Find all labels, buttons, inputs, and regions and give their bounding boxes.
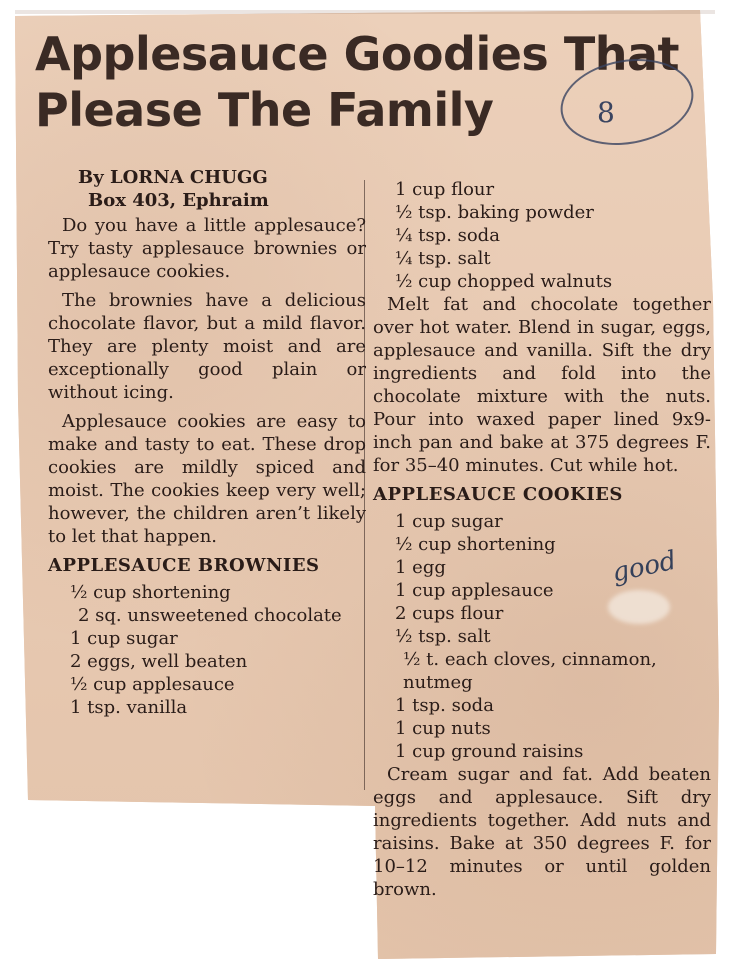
cookies-heading: APPLESAUCE COOKIES: [373, 484, 623, 505]
title-line-1: Applesauce Goodies That: [35, 27, 679, 81]
cookie-ingredient: 1 cup ground raisins: [395, 741, 584, 762]
intro-paragraph-2: The brownies have a delicious chocolate flavor, but a mild flavor. They are plenty moist and are exceptionally good plain or without icing.: [48, 290, 366, 403]
intro-paragraph-1: Do you have a little applesauce? Try tasty applesauce brownies or applesauce cookies.: [48, 215, 366, 282]
brownie-ingredient: ½ tsp. baking powder: [395, 202, 594, 223]
cookie-ingredient: 2 cups flour: [395, 603, 504, 624]
handwritten-note: good: [609, 545, 680, 589]
brownie-ingredient: ½ cup applesauce: [70, 674, 235, 695]
brownies-heading: APPLESAUCE BROWNIES: [48, 555, 320, 576]
brownie-ingredient: 1 cup flour: [395, 179, 495, 200]
brownies-directions: Melt fat and chocolate together over hot water. Blend in sugar, eggs, applesauce and vanilla. Sift the dry ingredients and fold into the chocolate mixture with the nuts. Pour into waxed paper lined 9x9-inch pan and bake at 375 degrees F. for 35–40 minutes. Cut while hot.: [373, 294, 711, 476]
cookie-ingredient: ½ tsp. salt: [395, 626, 491, 647]
cookie-ingredient: 1 tsp. soda: [395, 695, 494, 716]
cookie-ingredient: 1 cup nuts: [395, 718, 491, 739]
paper-fold: [15, 10, 715, 14]
brownie-ingredient: ½ cup chopped walnuts: [395, 271, 613, 292]
brownie-ingredient: 2 eggs, well beaten: [70, 651, 248, 672]
brownie-ingredient: ½ cup shortening: [70, 582, 231, 603]
brownie-ingredient: 1 cup sugar: [70, 628, 178, 649]
left-column: [48, 166, 366, 719]
brownie-ingredient: ¼ tsp. salt: [395, 248, 491, 269]
address: Box 403, Ephraim: [88, 190, 269, 211]
cookie-ingredient: 1 cup sugar: [395, 511, 503, 532]
cookie-ingredient: ½ cup shortening: [395, 534, 556, 555]
cookie-ingredient: ½ t. each cloves, cinnamon, nutmeg: [403, 649, 657, 693]
right-column: [373, 178, 711, 907]
brownie-ingredient: 1 tsp. vanilla: [70, 697, 188, 718]
paper-stain: [608, 590, 670, 624]
brownie-ingredient: ¼ tsp. soda: [395, 225, 500, 246]
cookie-ingredient: 1 cup applesauce: [395, 580, 554, 601]
byline: By LORNA CHUGG: [78, 167, 268, 188]
brownie-ingredient: 2 sq. unsweetened chocolate: [78, 605, 342, 626]
circle-mark-text: 8: [597, 96, 615, 129]
cookie-ingredient: 1 egg: [395, 557, 446, 578]
intro-paragraph-3: Applesauce cookies are easy to make and tasty to eat. These drop cookies are mildly spiced and moist. The cookies keep very well; however, the children aren’t likely to let that happen.: [48, 411, 366, 547]
cookies-directions: Cream sugar and fat. Add beaten eggs and applesauce. Sift dry ingredients together. Add nuts and raisins. Bake at 350 degrees F. for 10–12 minutes or until golden brown.: [373, 764, 711, 900]
title-line-2: Please The Family: [35, 83, 494, 137]
